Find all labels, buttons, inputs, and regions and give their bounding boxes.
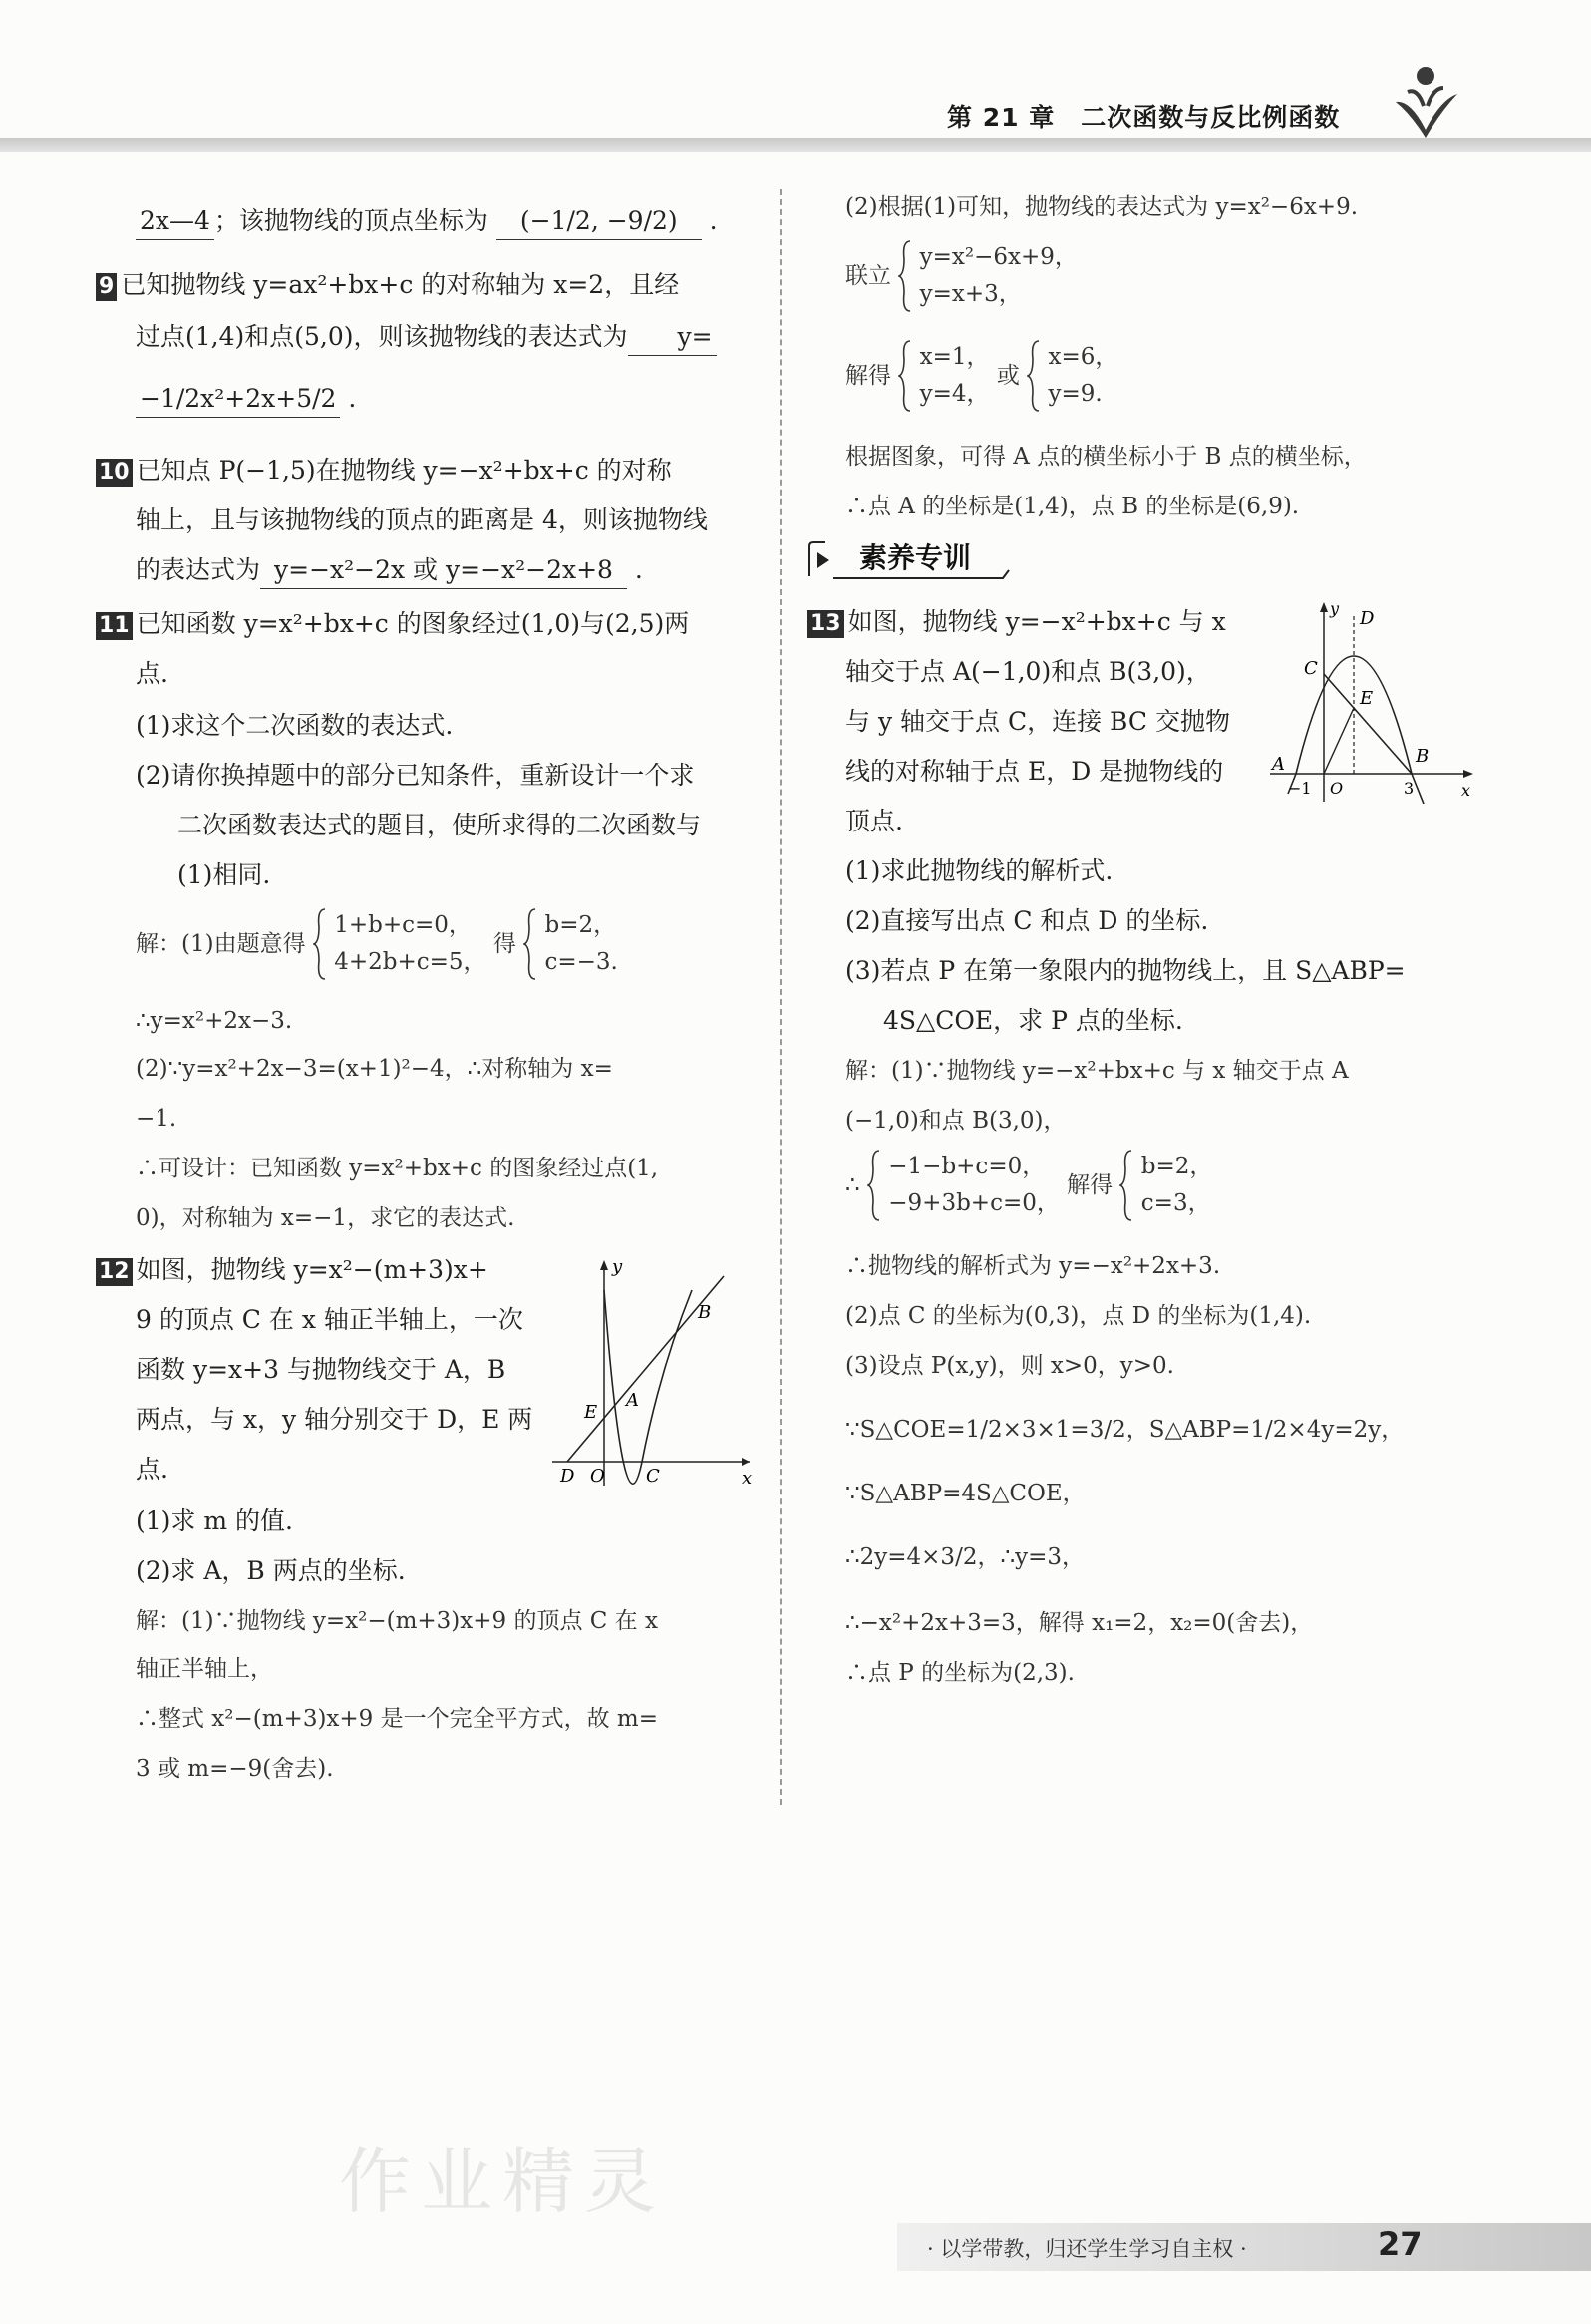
q12-sol-right-1: (2)根据(1)可知，抛物线的表达式为 y=x²−6x+9. — [845, 194, 1359, 220]
q12-line-2: 9 的顶点 C 在 x 轴正半轴上，一次 — [136, 1305, 523, 1334]
q13-sub2: (2)直接写出点 C 和点 D 的坐标. — [845, 906, 1209, 935]
fig13-label-B: B — [1416, 746, 1430, 767]
q12-sol-right-3: ∴点 A 的坐标是(1,4)，点 B 的坐标是(6,9). — [845, 494, 1300, 519]
q12-line-1: 12 如图，抛物线 y=x²−(m+3)x+ — [96, 1252, 488, 1288]
fig12-label-O: O — [590, 1466, 605, 1487]
q11-number: 11 — [96, 612, 133, 640]
q13-sol-8: ∴2y=4×3/2，∴y=3， — [845, 1544, 1085, 1570]
fig12-label-x: x — [742, 1468, 753, 1489]
fig13-label-C: C — [1304, 658, 1318, 679]
q9-answer-blank-1: y= — [628, 319, 717, 356]
q12-line-5: 点. — [136, 1455, 168, 1484]
fig13-label-x: x — [1461, 781, 1471, 800]
fig13-label-D: D — [1360, 608, 1375, 629]
q11-solution-system: 解：(1)由题意得 1+b+c=0， 4+2b+c=5， 得 b=2， c=−3. — [136, 907, 618, 981]
q13-sol-3: ∴抛物线的解析式为 y=−x²+2x+3. — [845, 1253, 1221, 1279]
q11-line-1: 11 已知函数 y=x²+bx+c 的图象经过(1,0)与(2,5)两 — [96, 606, 689, 642]
q12-sol-1: 解：(1)∵抛物线 y=x²−(m+3)x+9 的顶点 C 在 x — [136, 1608, 658, 1634]
q11-sol-6: 0)，对称轴为 x=−1，求它的表达式. — [136, 1205, 515, 1231]
fig12-label-y: y — [612, 1256, 623, 1277]
q11-sub2-line3: (1)相同. — [177, 860, 271, 889]
q9-number: 9 — [96, 273, 117, 301]
fig12-label-C: C — [646, 1466, 660, 1487]
q13-line-3: 与 y 轴交于点 C，连接 BC 交抛物 — [845, 707, 1230, 736]
q13-sol-10: ∴点 P 的坐标为(2,3). — [845, 1660, 1075, 1686]
q13-sol-1: 解：(1)∵抛物线 y=−x²+bx+c 与 x 轴交于点 A — [845, 1058, 1349, 1084]
chapter-title: 第 21 章 二次函数与反比例函数 — [947, 103, 1341, 132]
q12-sub2: (2)求 A，B 两点的坐标. — [136, 1556, 406, 1585]
prev-answer-text: ；该抛物线的顶点坐标为 — [213, 206, 488, 235]
q10-number: 10 — [96, 459, 133, 487]
prev-answer-line: 2x—4 ；该抛物线的顶点坐标为 (−1/2, −9/2) . — [136, 203, 718, 240]
q11-line-2: 点. — [136, 659, 168, 688]
vertex-answer-blank: (−1/2, −9/2) — [496, 203, 702, 240]
prev-answer-blank: 2x—4 — [136, 203, 214, 240]
q13-sol-9: ∴−x²+2x+3=3，解得 x₁=2，x₂=0(舍去)， — [845, 1610, 1314, 1636]
q9-answer-blank-2: −1/2x²+2x+5/2 — [136, 381, 340, 418]
q12-line-3: 函数 y=x+3 与抛物线交于 A，B — [136, 1355, 506, 1384]
q13-figure — [1266, 598, 1477, 804]
q12-sol-right-2: 根据图象，可得 A 点的横坐标小于 B 点的横坐标， — [845, 444, 1367, 470]
q13-block — [780, 0, 1591, 2324]
q11-sol-2: ∴y=x²+2x−3. — [136, 1008, 293, 1034]
q13-sol-2: (−1,0)和点 B(3,0)， — [845, 1108, 1067, 1134]
q11-sol-4: −1. — [136, 1106, 177, 1132]
q9-line-2: 过点(1,4)和点(5,0)，则该抛物线的表达式为 y= — [136, 319, 717, 356]
q11-sol-3: (2)∵y=x²+2x−3=(x+1)²−4，∴对称轴为 x= — [136, 1056, 613, 1082]
q12-line-4: 两点，与 x，y 轴分别交于 D，E 两 — [136, 1405, 533, 1434]
fig13-label-E: E — [1360, 688, 1374, 709]
fig12-label-A: A — [626, 1390, 639, 1411]
q9-line-1: 9 已知抛物线 y=ax²+bx+c 的对称轴为 x=2，且经 — [96, 267, 679, 303]
q13-sub3-line1: (3)若点 P 在第一象限内的抛物线上，且 S△ABP= — [845, 956, 1406, 985]
watermark: 作业精灵 — [339, 2140, 667, 2223]
q13-line-4: 线的对称轴于点 E，D 是抛物线的 — [845, 757, 1224, 786]
footer-slogan: · 以学带教，归还学生学习自主权 · — [927, 2237, 1247, 2261]
page-number: 27 — [1378, 2225, 1423, 2263]
q11-sub2-line1: (2)请你换掉题中的部分已知条件，重新设计一个求 — [136, 761, 695, 790]
q12-sol-2: 轴正半轴上， — [136, 1656, 273, 1682]
q13-sub3-line2: 4S△COE，求 P 点的坐标. — [883, 1006, 1183, 1035]
q10-line-3: 的表达式为 y=−x²−2x 或 y=−x²−2x+8 . — [136, 552, 643, 589]
fig12-label-E: E — [584, 1402, 598, 1423]
q9-line-3: −1/2x²+2x+5/2 . — [136, 381, 356, 418]
q13-sol-4: (2)点 C 的坐标为(0,3)，点 D 的坐标为(1,4). — [845, 1303, 1312, 1329]
fig13-label-O: O — [1330, 779, 1344, 798]
q13-sol-5: (3)设点 P(x,y)，则 x>0，y>0. — [845, 1353, 1174, 1379]
q12-sol-4: 3 或 m=−9(舍去). — [136, 1756, 334, 1782]
fig13-label-y: y — [1330, 599, 1340, 618]
left-column — [0, 0, 780, 2324]
q10-answer-blank: y=−x²−2x 或 y=−x²−2x+8 — [260, 552, 627, 589]
q11-sub1: (1)求这个二次函数的表达式. — [136, 711, 454, 740]
q13-number: 13 — [807, 610, 844, 638]
q13-system: ∴ −1−b+c=0， −9+3b+c=0， 解得 b=2， c=3， — [845, 1149, 1212, 1222]
q13-line-5: 顶点. — [845, 807, 903, 835]
q13-sol-7: ∵S△ABP=4S△COE， — [845, 1481, 1086, 1506]
q13-line-2: 轴交于点 A(−1,0)和点 B(3,0)， — [845, 657, 1211, 686]
q12-system: 联立 y=x²−6x+9， y=x+3， — [845, 239, 1078, 313]
fig12-label-B: B — [698, 1302, 712, 1323]
fig13-label-3: 3 — [1404, 779, 1415, 798]
fig13-label-neg1: −1 — [1288, 779, 1312, 798]
q12-figure — [542, 1250, 762, 1490]
fig13-label-A: A — [1272, 754, 1285, 775]
q13-line-1: 13 如图，抛物线 y=−x²+bx+c 与 x — [807, 604, 1226, 640]
q10-line-2: 轴上，且与该抛物线的顶点的距离是 4，则该抛物线 — [136, 505, 708, 534]
q11-sol-5: ∴可设计：已知函数 y=x²+bx+c 的图象经过点(1, — [136, 1156, 659, 1181]
q13-sub1: (1)求此抛物线的解析式. — [845, 856, 1114, 885]
q12-number: 12 — [96, 1258, 133, 1286]
fig12-label-D: D — [560, 1466, 575, 1487]
q12-sol-3: ∴整式 x²−(m+3)x+9 是一个完全平方式，故 m= — [136, 1706, 659, 1732]
q12-solution-result: 解得 x=1， y=4， 或 x=6， y=9. — [845, 339, 1117, 413]
q10-line-1: 10 已知点 P(−1,5)在抛物线 y=−x²+bx+c 的对称 — [96, 453, 672, 489]
q11-sub2-line2: 二次函数表达式的题目，使所求得的二次函数与 — [177, 811, 702, 839]
section-title: 素养专训 — [859, 541, 972, 574]
q12-sub1: (1)求 m 的值. — [136, 1506, 293, 1535]
q13-sol-6: ∵S△COE=1/2×3×1=3/2，S△ABP=1/2×4y=2y， — [845, 1417, 1405, 1443]
